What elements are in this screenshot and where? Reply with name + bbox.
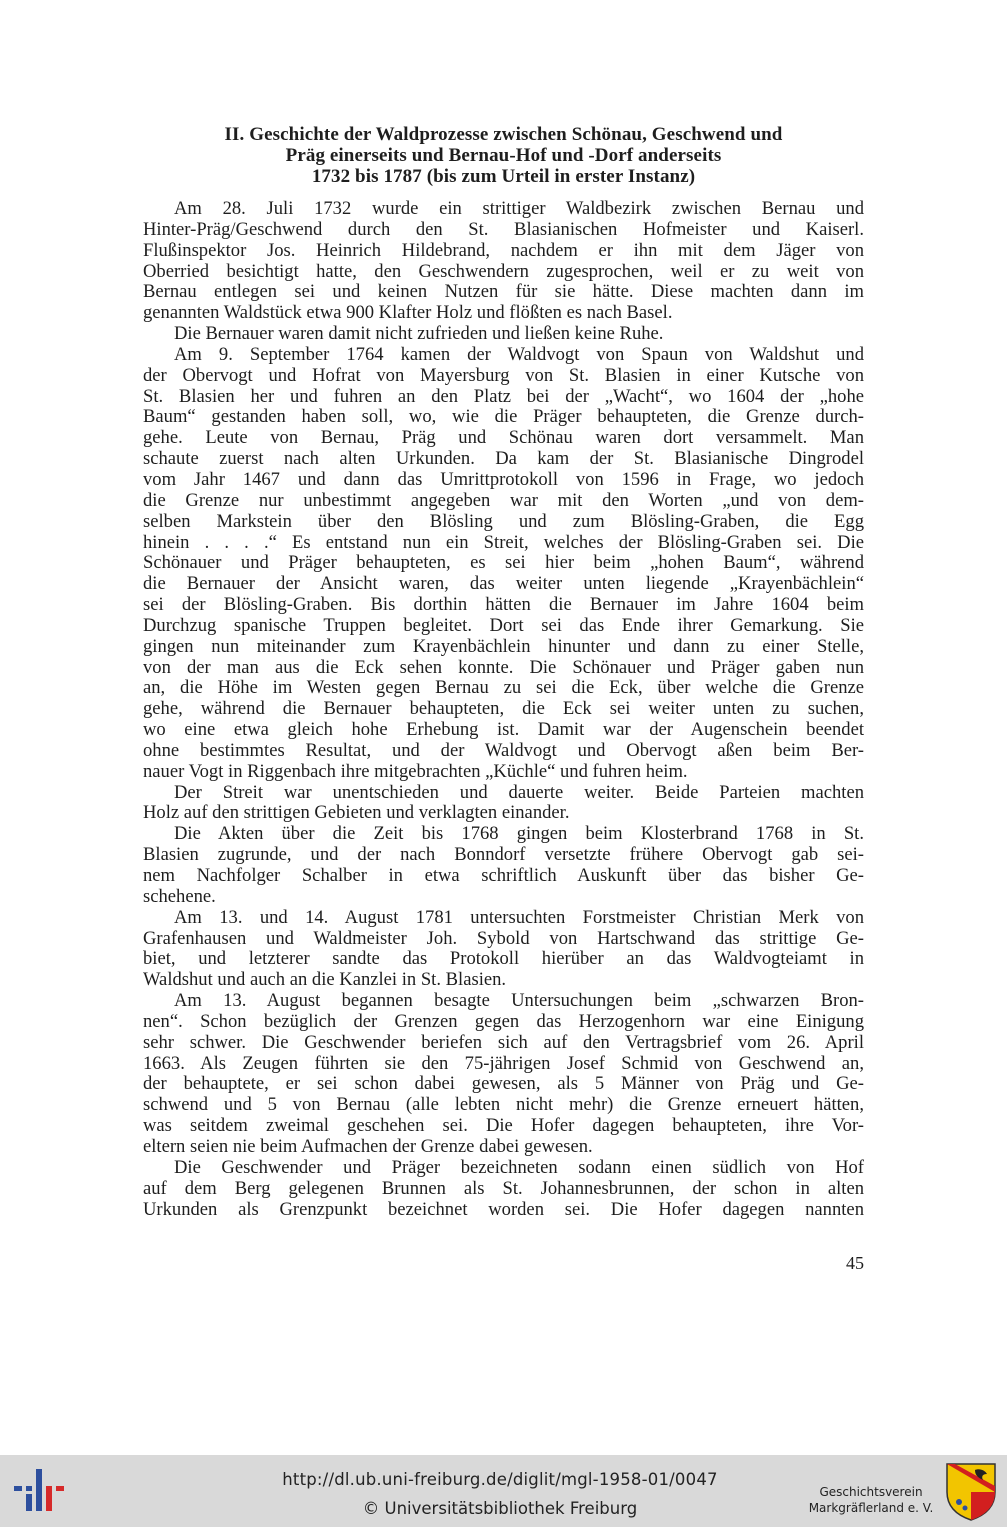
text-line: Die Bernauer waren damit nicht zufrieden und ließen keine Ruhe. xyxy=(174,323,664,345)
text-line: Am 13. und 14. August 1781 untersuchten Forstmeister Christian Merk von xyxy=(174,906,864,928)
copyright-notice: © Universitätsbibliothek Freiburg xyxy=(362,1499,638,1518)
text-line: hinein . . . .“ Es entstand nun ein Streit, welches der Blösling-Graben sei. Die xyxy=(143,531,864,553)
text-line: Schönauer und Präger behaupteten, es sei hier beim „hohen Baum“, während xyxy=(143,552,864,574)
paragraph xyxy=(143,199,864,324)
heading-line-1: II. Geschichte der Waldprozesse zwischen Schönau, Geschwend und xyxy=(224,124,783,145)
text-line: schehene. xyxy=(143,885,216,907)
text-line: an, die Höhe im Westen gegen Bernau zu sei die Eck, über welche die Grenze xyxy=(143,677,864,699)
text-line: Am 13. August begannen besagte Untersuchungen beim „schwarzen Bron- xyxy=(174,990,864,1012)
text-line: selben Markstein über den Blösling und zum Blösling-Graben, die Egg xyxy=(143,510,864,532)
coat-of-arms-icon xyxy=(945,1462,997,1522)
text-line: gehe. Leute von Bernau, Präg und Schönau waren dort versammelt. Man xyxy=(143,427,864,449)
text-line: ohne bestimmtes Resultat, und der Waldvogt und Obervogt aßen beim Ber- xyxy=(143,739,864,761)
text-line: Oberried besichtigt hatte, den Geschwendern zugesprochen, weil er zu weit von xyxy=(143,260,864,282)
text-line: genannten Waldstück etwa 900 Klafter Holz und flößten es nach Basel. xyxy=(143,302,673,324)
text-line: die Grenze nur unbestimmt angegeben war mit den Worten „und von dem- xyxy=(143,489,864,511)
organization-line-1: Geschichtsverein xyxy=(819,1485,923,1499)
chapter-heading xyxy=(140,124,867,187)
text-line: Flußinspektor Jos. Heinrich Hildebrand, nachdem er ihn mit dem Jäger von xyxy=(143,239,864,261)
paragraph xyxy=(143,345,864,783)
text-line: Am 9. September 1764 kamen der Waldvogt von Spaun von Waldshut und xyxy=(174,343,864,365)
text-line: St. Blasien her und fuhren an den Platz bei der „Wacht“, wo 1604 der „hohe xyxy=(143,385,864,407)
document-url[interactable]: http://dl.ub.uni-freiburg.de/diglit/mgl-1958-01/0047 xyxy=(282,1470,718,1489)
text-line: vom Jahr 1467 und dann das Umrittprotokoll von 1596 in Frage, wo jedoch xyxy=(143,468,864,490)
text-line: Am 28. Juli 1732 wurde ein strittiger Waldbezirk zwischen Bernau und xyxy=(174,198,864,219)
text-line: Waldshut und auch an die Kanzlei in St. Blasien. xyxy=(143,969,507,991)
text-line: gingen nun miteinander zum Krayenbächlein hinunter und dann zu einer Stelle, xyxy=(143,635,864,657)
paragraph xyxy=(143,324,864,345)
text-line: wo eine etwa gleich hohe Erhebung ist. Damit war der Augenschein beendet xyxy=(143,719,864,741)
text-line: der Obervogt und Hofrat von Mayersburg von St. Blasien in einer Kutsche von xyxy=(143,364,864,386)
text-line: Durchzug spanische Truppen begleitet. Dort sei das Ende ihrer Gemarkung. Sie xyxy=(143,614,864,636)
text-line: nen“. Schon bezüglich der Grenzen gegen das Herzogenhorn war eine Einigung xyxy=(143,1010,864,1032)
paragraph xyxy=(143,783,864,825)
text-line: nauer Vogt in Riggenbach ihre mitgebrachten „Küchle“ und fuhren heim. xyxy=(143,760,688,782)
text-line: gehe, während die Bernauer behaupteten, die Eck sei weiter unten zu suchen, xyxy=(143,698,864,720)
text-line: was seitdem zweimal geschehen sei. Die Hofer dagegen behaupteten, ihre Vor- xyxy=(143,1115,864,1137)
text-line: Blasien zugrunde, und der nach Bonndorf versetzte frühere Obervogt gab sei- xyxy=(143,844,864,866)
text-line: Urkunden als Grenzpunkt bezeichnet worden sei. Die Hofer dagegen nannten xyxy=(143,1198,864,1220)
text-line: der behauptete, er sei schon dabei gewesen, als 5 Männer von Präg und Ge- xyxy=(143,1073,864,1095)
page-number: 45 xyxy=(846,1253,864,1273)
text-line: 1663. Als Zeugen führten sie den 75-jährigen Josef Schmid von Geschwend an, xyxy=(143,1052,864,1074)
text-line: schaute zuerst nach alten Urkunden. Da kam der St. Blasianische Dingrodel xyxy=(143,448,864,470)
body-text xyxy=(143,199,864,1220)
paragraph xyxy=(143,991,864,1158)
heading-line-3: 1732 bis 1787 (bis zum Urteil in erster Instanz) xyxy=(311,166,696,187)
organization-line-2: Markgräflerland e. V. xyxy=(808,1501,934,1515)
paragraph xyxy=(143,1158,864,1221)
text-line: sehr schwer. Die Geschwender beriefen sich auf den Vertragsbrief vom 26. April xyxy=(143,1031,864,1053)
text-line: Die Geschwender und Präger bezeichneten sodann einen südlich von Hof xyxy=(174,1156,864,1178)
text-line: Hinter-Präg/Geschwend durch den St. Blasianischen Hofmeister und Kaiserl. xyxy=(143,218,864,240)
text-line: nem Nachfolger Schalber in etwa schriftlich Auskunft über das bisher Ge- xyxy=(143,865,864,886)
text-line: Die Akten über die Zeit bis 1768 gingen beim Klosterbrand 1768 in St. xyxy=(174,823,864,845)
text-line: Bernau entlegen sei und keinen Nutzen für sie hätte. Diese machten dann im xyxy=(143,281,864,303)
ub-freiburg-logo-icon xyxy=(14,1467,64,1517)
text-line: Grafenhausen und Waldmeister Joh. Sybold von Hartschwand das strittige Ge- xyxy=(143,927,864,949)
text-line: schwend und 5 von Bernau (alle lebten nicht mehr) die Grenze erneuert hätten, xyxy=(143,1094,864,1116)
text-line: Der Streit war unentschieden und dauerte weiter. Beide Parteien machten xyxy=(174,781,864,803)
text-line: Baum“ gestanden haben soll, wo, wie die Präger behaupteten, die Grenze durch- xyxy=(143,406,864,428)
text-line: biet, und letzterer sandte das Protokoll hierüber an das Waldvogteiamt in xyxy=(143,948,864,970)
text-line: eltern seien nie beim Aufmachen der Grenze dabei gewesen. xyxy=(143,1135,593,1157)
paragraph xyxy=(143,908,864,991)
text-line: von der man aus die Eck sehen konnte. Die Schönauer und Präger gaben nun xyxy=(143,656,864,678)
text-line: die Bernauer der Ansicht waren, das weiter unten liegende „Krayenbächlein“ xyxy=(143,573,864,595)
heading-line-2: Präg einerseits und Bernau-Hof und -Dorf anderseits xyxy=(285,145,722,166)
organization-name xyxy=(800,1484,942,1516)
text-line: sei der Blösling-Graben. Bis dorthin hätten die Bernauer im Jahre 1604 beim xyxy=(143,594,864,616)
text-line: Holz auf den strittigen Gebieten und verklagten einander. xyxy=(143,802,570,824)
paragraph xyxy=(143,824,864,907)
text-line: auf dem Berg gelegenen Brunnen als St. Johannesbrunnen, der schon in alten xyxy=(143,1177,864,1199)
viewer-footer xyxy=(0,1455,1007,1527)
